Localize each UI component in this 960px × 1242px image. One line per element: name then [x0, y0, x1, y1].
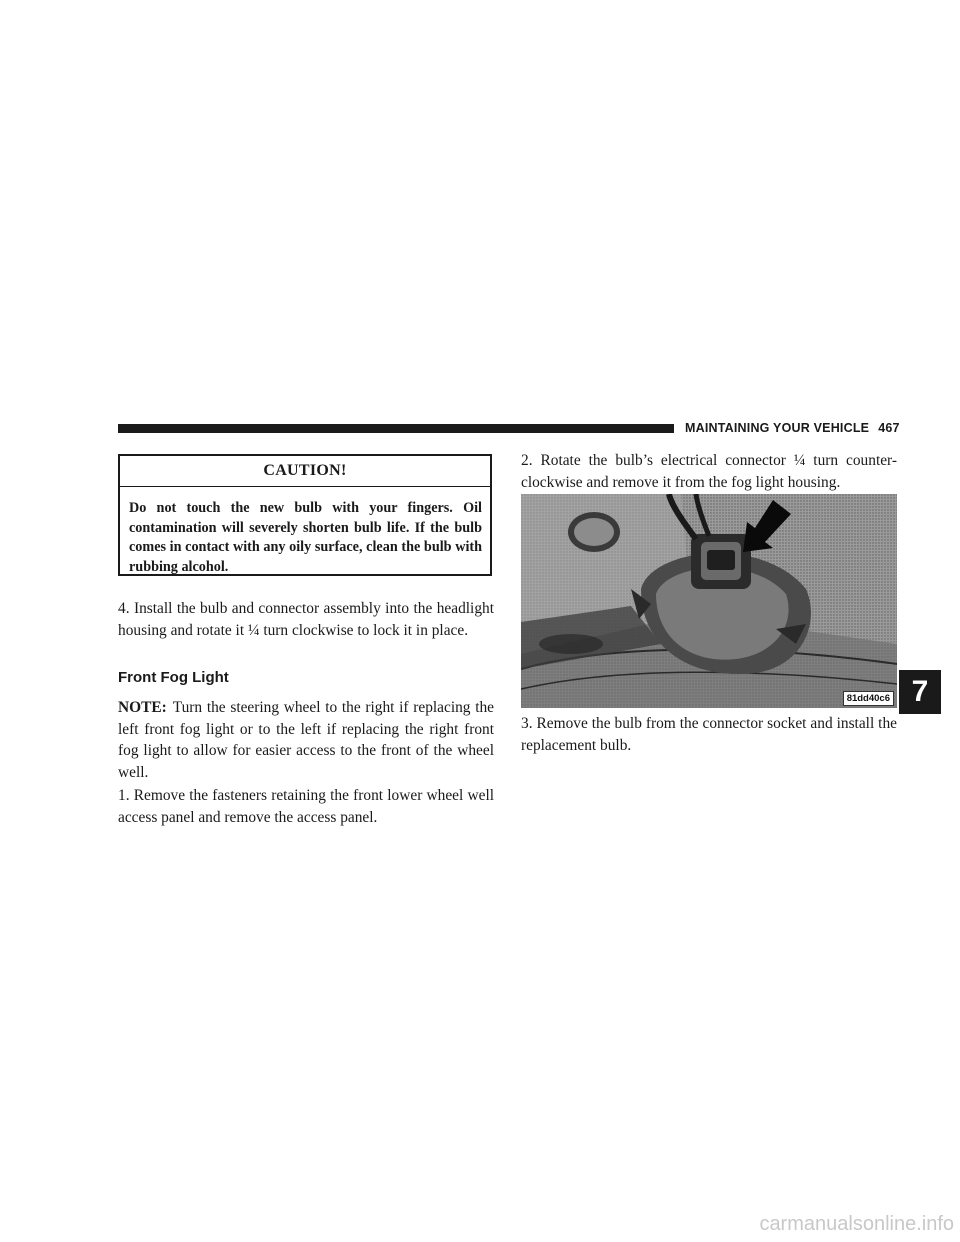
illustration-drawing: [521, 494, 897, 708]
step-2-paragraph: 2. Rotate the bulb’s electrical connector ¼ turn counter-clockwise and remove it from the fog light housing.: [521, 452, 897, 491]
figure-code: 81dd40c6: [843, 691, 894, 706]
step-4-paragraph: 4. Install the bulb and connector assembly into the headlight housing and rotate it ¼ turn clockwise to lock it in place.: [118, 600, 494, 639]
note-label: NOTE:: [118, 699, 167, 716]
step-3-paragraph: 3. Remove the bulb from the connector socket and install the replacement bulb.: [521, 715, 897, 754]
note-paragraph: [118, 697, 494, 783]
chapter-tab: 7: [899, 670, 941, 714]
note-text: Turn the steering wheel to the right if replacing the left front fog light or to the left if replacing the right front fog light to allow for easier access to the front of the wheel well.: [118, 699, 494, 781]
running-header: [685, 421, 900, 435]
page-number: 467: [878, 421, 900, 435]
caution-body: Do not touch the new bulb with your fingers. Oil contamination will severely shorten bulb life. If the bulb comes in contact with any oily surface, clean the bulb with rubbing alcohol.: [129, 500, 482, 575]
watermark: carmanualsonline.info: [759, 1213, 954, 1235]
caution-title: CAUTION!: [120, 456, 490, 487]
caution-box: [118, 454, 492, 576]
header-rule: [118, 424, 674, 433]
step-1-paragraph: 1. Remove the fasteners retaining the front lower wheel well access panel and remove the access panel.: [118, 787, 494, 826]
section-heading-front-fog-light: Front Fog Light: [118, 669, 229, 686]
section-title: MAINTAINING YOUR VEHICLE: [685, 421, 870, 435]
fog-light-connector-illustration: [521, 494, 897, 708]
